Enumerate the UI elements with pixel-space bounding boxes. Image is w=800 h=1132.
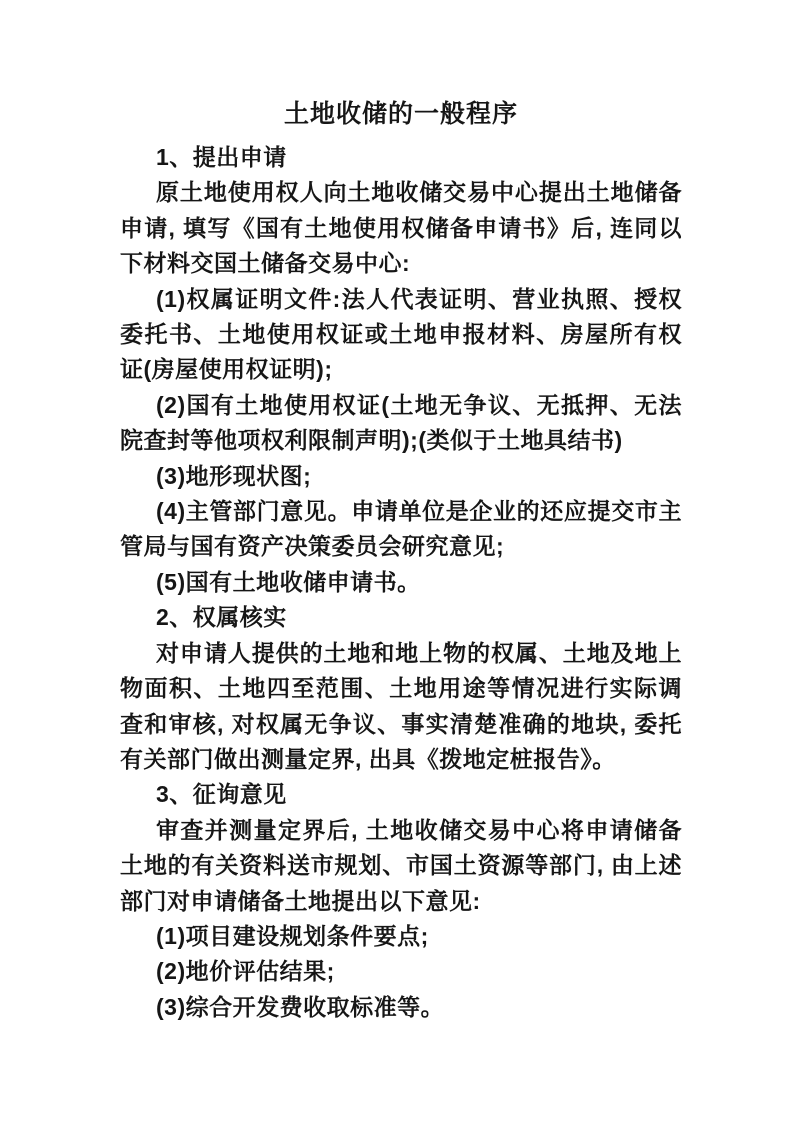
para-material-item-4: (4)主管部门意见。申请单位是企业的还应提交市主管局与国有资产决策委员会研究意见; — [120, 498, 682, 560]
document-content — [120, 96, 682, 1025]
para-opinion-item-3: (3)综合开发费收取标准等。 — [156, 993, 445, 1020]
para-material-item-5: (5)国有土地收储申请书。 — [156, 568, 421, 595]
section-1-heading: 1、提出申请 — [156, 144, 287, 170]
para-opinion-item-2: (2)地价评估结果; — [156, 958, 335, 985]
para-material-item-2: (2)国有土地使用权证(土地无争议、无抵押、无法院查封等他项权利限制声明);(类似于土地具结书) — [120, 391, 682, 454]
section-3-heading: 3、征询意见 — [156, 781, 287, 808]
para-section3-intro: 审查并测量定界后, 土地收储交易中心将申请储备土地的有关资料送市规划、市国土资源等部门, 由上述部门对申请储备土地提出以下意见: — [120, 816, 682, 914]
para-section1-intro: 原土地使用权人向土地收储交易中心提出土地储备申请, 填写《国有土地使用权储备申请书》后, 连同以下材料交国土储备交易中心: — [120, 179, 682, 277]
para-section2-body: 对申请人提供的土地和地上物的权属、土地及地上物面积、土地四至范围、土地用途等情况进行实际调查和审核, 对权属无争议、事实清楚准确的地块, 委托有关部门做出测量定界, 出具《拨地定桩报告》。 — [120, 639, 682, 772]
document-title: 土地收储的一般程序 — [283, 100, 518, 128]
para-opinion-item-1: (1)项目建设规划条件要点; — [156, 922, 429, 949]
document-body — [120, 140, 682, 1025]
para-material-item-1: (1)权属证明文件:法人代表证明、营业执照、授权委托书、土地使用权证或土地申报材料、房屋所有权证(房屋使用权证明); — [120, 285, 682, 383]
para-material-item-3: (3)地形现状图; — [156, 462, 312, 489]
section-2-heading: 2、权属核实 — [156, 604, 287, 631]
